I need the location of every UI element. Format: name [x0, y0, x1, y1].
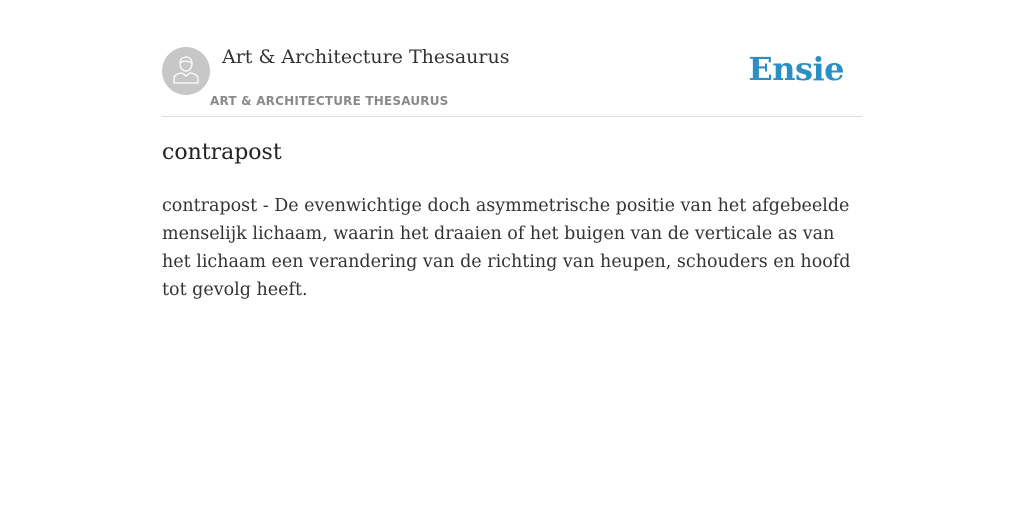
author-name[interactable]: Art & Architecture Thesaurus — [222, 46, 510, 68]
definition-text: contrapost - De evenwichtige doch asymmetrische positie van het afgebeelde menselijk lichaam, waarin het draaien of het buigen van de verticale as van het lichaam een verandering van de richting van heupen, schouders en hoofd tot gevolg heeft. — [162, 196, 851, 300]
source-label[interactable]: ART & ARCHITECTURE THESAURUS — [210, 94, 449, 108]
header — [162, 38, 862, 117]
user-avatar-icon — [172, 55, 200, 85]
page-title: contrapost — [162, 140, 282, 165]
avatar[interactable] — [162, 47, 210, 95]
brand-logo[interactable]: Ensie — [748, 50, 844, 88]
